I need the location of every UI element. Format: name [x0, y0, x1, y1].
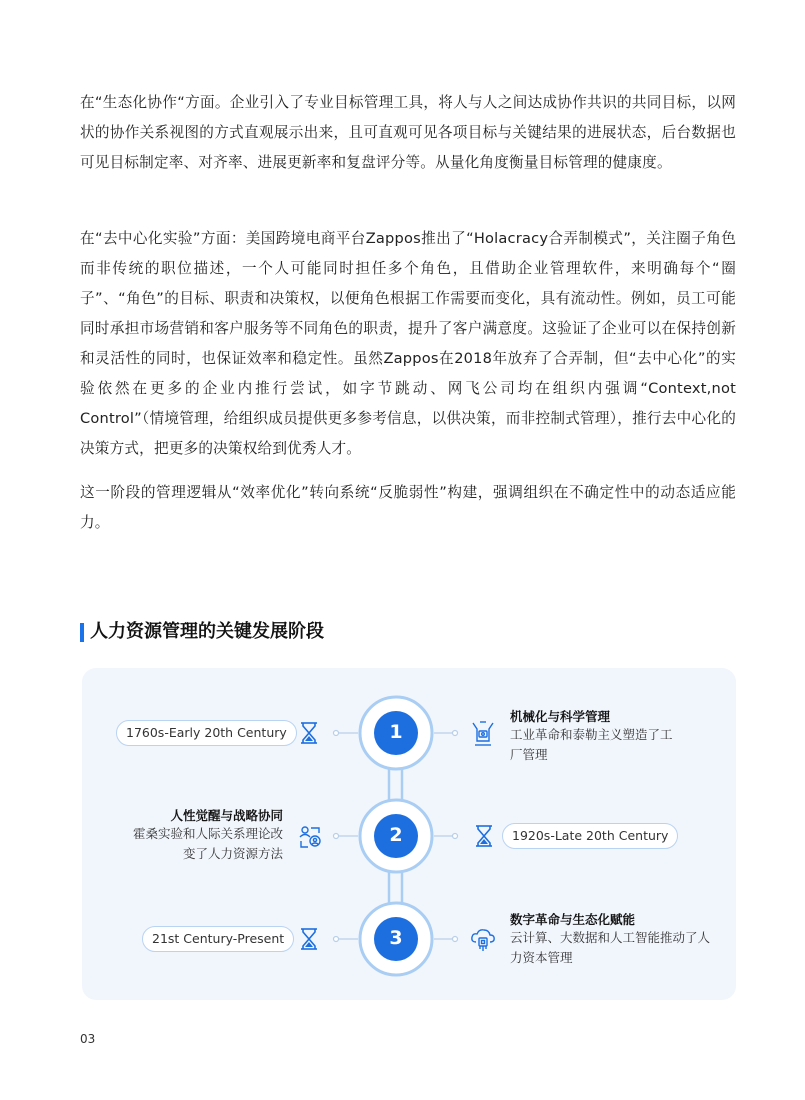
timeline-node-2-number: 2	[389, 824, 403, 846]
section-title-text: 人力资源管理的关键发展阶段	[90, 621, 324, 642]
stage-1-title: 机械化与科学管理	[510, 709, 611, 724]
robot-arm-icon	[470, 719, 496, 751]
stage-3-title: 数字革命与生态化赋能	[510, 912, 636, 927]
stage-1-desc: 工业革命和泰勒主义塑造了工厂管理	[510, 727, 673, 762]
timeline-node-3-number: 3	[389, 927, 403, 949]
paragraph-management-logic: 这一阶段的管理逻辑从“效率优化”转向系统“反脆弱性”构建，强调组织在不确定性中的动态适应能力。	[80, 484, 736, 531]
hourglass-icon	[300, 722, 318, 748]
period-pill-1: 1760s-Early 20th Century	[116, 720, 297, 746]
page-number: 03	[80, 1032, 96, 1046]
cloud-chip-icon	[469, 925, 497, 957]
stage-2-title: 人性觉醒与战略协同	[170, 808, 283, 823]
paragraph-decentralization: 在“去中心化实验”方面：美国跨境电商平台Zappos推出了“Holacracy合弄制模式”，关注圈子角色而非传统的职位描述，一个人可能同时担任多个角色，且借助企业管理软件，来明确每个“圈子”、“角色”的目标、职责和决策权，以便角色根据工作需要而变化，具有流动性。例如，员工可能同时承担市场营销和客户服务等不同角色的职责，提升了客户满意度。这验证了企业可以在保持创新和灵活性的同时，也保证效率和稳定性。虽然Zappos在2018年放弃了合弄制，但“去中心化”的实验依然在更多的企业内推行尝试，如字节跳动、网飞公司均在组织内强调“Context,not Control”（情境管理，给组织成员提供更多参考信息，以供决策，而非控制式管理），推行去中心化的决策方式，把更多的决策权给到优秀人才。	[80, 230, 736, 457]
hourglass-icon	[475, 825, 493, 851]
hourglass-icon	[300, 928, 318, 954]
people-network-icon	[297, 823, 323, 855]
stage-2-desc: 霍桑实验和人际关系理论改变了人力资源方法	[133, 826, 284, 861]
period-pill-2: 1920s-Late 20th Century	[502, 823, 678, 849]
period-pill-3: 21st Century-Present	[142, 926, 294, 952]
stage-3-desc: 云计算、大数据和人工智能推动了人力资本管理	[510, 930, 711, 965]
timeline-node-1-number: 1	[389, 721, 403, 743]
paragraph-eco-collaboration: 在“生态化协作“方面。企业引入了专业目标管理工具，将人与人之间达成协作共识的共同目标，以网状的协作关系视图的方式直观展示出来，且可直观可见各项目标与关键结果的进展状态，后台数据也可见目标制定率、对齐率、进展更新率和复盘评分等。从量化角度衡量目标管理的健康度。	[80, 94, 736, 171]
